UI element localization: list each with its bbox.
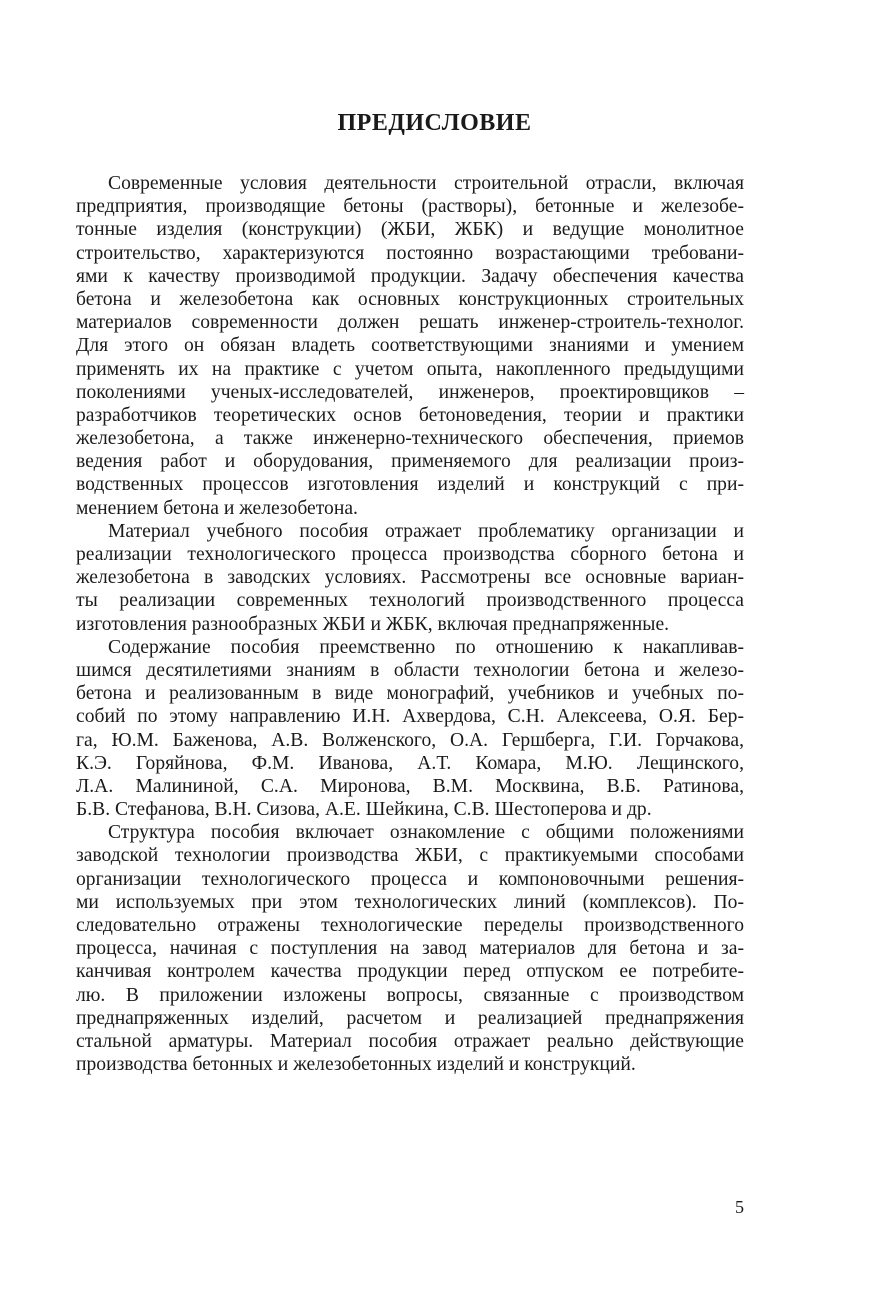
text-line: канчивая контролем качества продукции перед отпуском ее потребите- bbox=[76, 961, 744, 983]
text-line: водственных процессов изготовления изделий и конструкций с при- bbox=[76, 474, 744, 496]
text-line: реализации технологического процесса производства сборного бетона и bbox=[76, 544, 744, 565]
text-line: предприятия, производящие бетоны (растворы), бетонные и железобе- bbox=[76, 196, 744, 218]
text-line: Содержание пособия преемственно по отношению к накапливав- bbox=[108, 636, 744, 658]
text-line: га, Ю.М. Баженова, А.В. Волженского, О.А. Гершберга, Г.И. Горчакова, bbox=[76, 729, 744, 751]
page-title: ПРЕДИСЛОВИЕ bbox=[337, 110, 532, 136]
text-line: процесса, начиная с поступления на завод материалов для бетона и за- bbox=[76, 938, 744, 960]
page-number: 5 bbox=[735, 1197, 744, 1217]
text-line: ями к качеству производимой продукции. Задачу обеспечения качества bbox=[76, 265, 744, 287]
text-line: материалов современности должен решать инженер-строитель-технолог. bbox=[76, 312, 744, 334]
text-line: ведения работ и оборудования, применяемого для реализации произ- bbox=[76, 451, 744, 473]
text-line: лю. В приложении изложены вопросы, связанные с производством bbox=[76, 984, 744, 1006]
text-line: Б.В. Стефанова, В.Н. Сизова, А.Е. Шейкина, С.В. Шестоперова и др. bbox=[76, 799, 652, 821]
text-line: поколениями ученых-исследователей, инженеров, проектировщиков – bbox=[76, 381, 744, 403]
text-line: применять их на практике с учетом опыта, накопленного предыдущими bbox=[76, 358, 744, 380]
text-line: бетона и реализованным в виде монографий, учебников и учебных по- bbox=[76, 683, 744, 705]
text-line: тонные изделия (конструкции) (ЖБИ, ЖБК) и ведущие монолитное bbox=[76, 219, 744, 241]
text-line: стальной арматуры. Материал пособия отражает реально действующие bbox=[76, 1030, 744, 1052]
text-line: шимся десятилетиями знаниям в области технологии бетона и железо- bbox=[76, 659, 744, 681]
text-line: изготовления разнообразных ЖБИ и ЖБК, включая преднапряженные. bbox=[76, 613, 670, 635]
paragraph bbox=[76, 520, 744, 636]
text-line: Структура пособия включает ознакомление с общими положениями bbox=[108, 822, 744, 844]
body-text bbox=[76, 172, 744, 1076]
text-line: менением бетона и железобетона. bbox=[76, 497, 358, 519]
text-line: организации технологического процесса и компоновочными решения- bbox=[76, 868, 744, 890]
text-line: преднапряженных изделий, расчетом и реализацией преднапряжения bbox=[76, 1007, 744, 1029]
text-line: Для этого он обязан владеть соответствующими знаниями и умением bbox=[76, 335, 744, 357]
paragraph bbox=[76, 636, 744, 822]
text-line: следовательно отражены технологические переделы производственного bbox=[76, 915, 744, 936]
text-line: железобетона, а также инженерно-технического обеспечения, приемов bbox=[76, 428, 744, 450]
text-line: заводской технологии производства ЖБИ, с практикуемыми способами bbox=[76, 845, 744, 867]
text-line: Современные условия деятельности строительной отрасли, включая bbox=[108, 173, 744, 194]
paragraph bbox=[76, 821, 744, 1076]
text-line: разработчиков теоретических основ бетоноведения, теории и практики bbox=[76, 404, 744, 426]
text-line: строительство, характеризуются постоянно возрастающими требовани- bbox=[76, 242, 744, 264]
text-line: железобетона в заводских условиях. Рассмотрены все основные вариан- bbox=[76, 567, 744, 589]
text-line: собий по этому направлению И.Н. Ахвердова, С.Н. Алексеева, О.Я. Бер- bbox=[76, 706, 744, 728]
paragraph bbox=[76, 172, 744, 520]
text-line: бетона и железобетона как основных конструкционных строительных bbox=[76, 288, 744, 310]
text-line: производства бетонных и железобетонных изделий и конструкций. bbox=[76, 1054, 636, 1076]
text-line: ми используемых при этом технологических линий (комплексов). По- bbox=[76, 891, 744, 913]
text-line: ты реализации современных технологий производственного процесса bbox=[76, 590, 744, 612]
text-line: К.Э. Горяйнова, Ф.М. Иванова, А.Т. Комара, М.Ю. Лещинского, bbox=[76, 752, 744, 774]
text-line: Материал учебного пособия отражает проблематику организации и bbox=[108, 520, 744, 542]
text-line: Л.А. Малининой, С.А. Миронова, В.М. Москвина, В.Б. Ратинова, bbox=[76, 775, 744, 797]
